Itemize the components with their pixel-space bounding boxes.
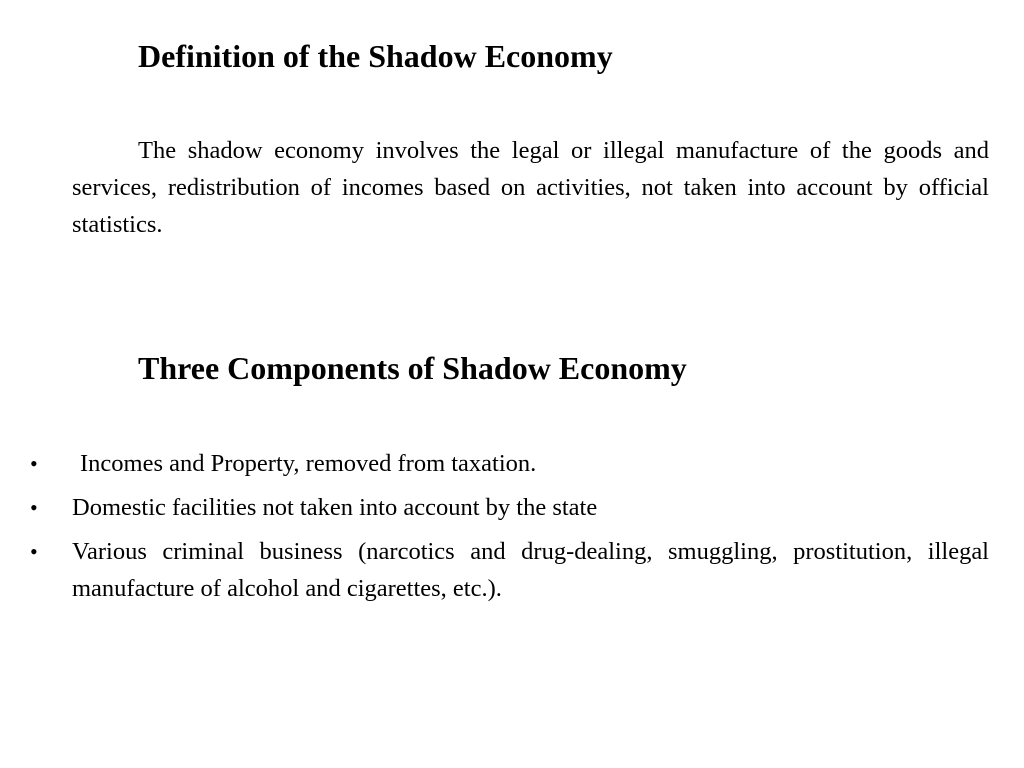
definition-paragraph: The shadow economy involves the legal or illegal manufacture of the goods and services, redistribution of incomes based on activities, not taken into account by official statistics.	[72, 137, 989, 238]
bullet-icon: •	[30, 451, 38, 476]
list-item	[30, 445, 989, 482]
list-item-text: Domestic facilities not taken into account by the state	[72, 494, 598, 521]
definition-heading: Definition of the Shadow Economy	[138, 38, 613, 74]
list-item	[30, 489, 989, 526]
list-item-text: Incomes and Property, removed from taxation.	[80, 450, 537, 477]
list-item-text: Various criminal business (narcotics and drug-dealing, smuggling, prostitution, illegal manufacture of alcohol and cigarettes, etc.).	[72, 538, 989, 602]
components-list	[30, 445, 989, 614]
bullet-icon: •	[30, 495, 38, 520]
components-heading: Three Components of Shadow Economy	[138, 350, 687, 386]
bullet-icon: •	[30, 539, 38, 564]
list-item	[30, 533, 989, 607]
